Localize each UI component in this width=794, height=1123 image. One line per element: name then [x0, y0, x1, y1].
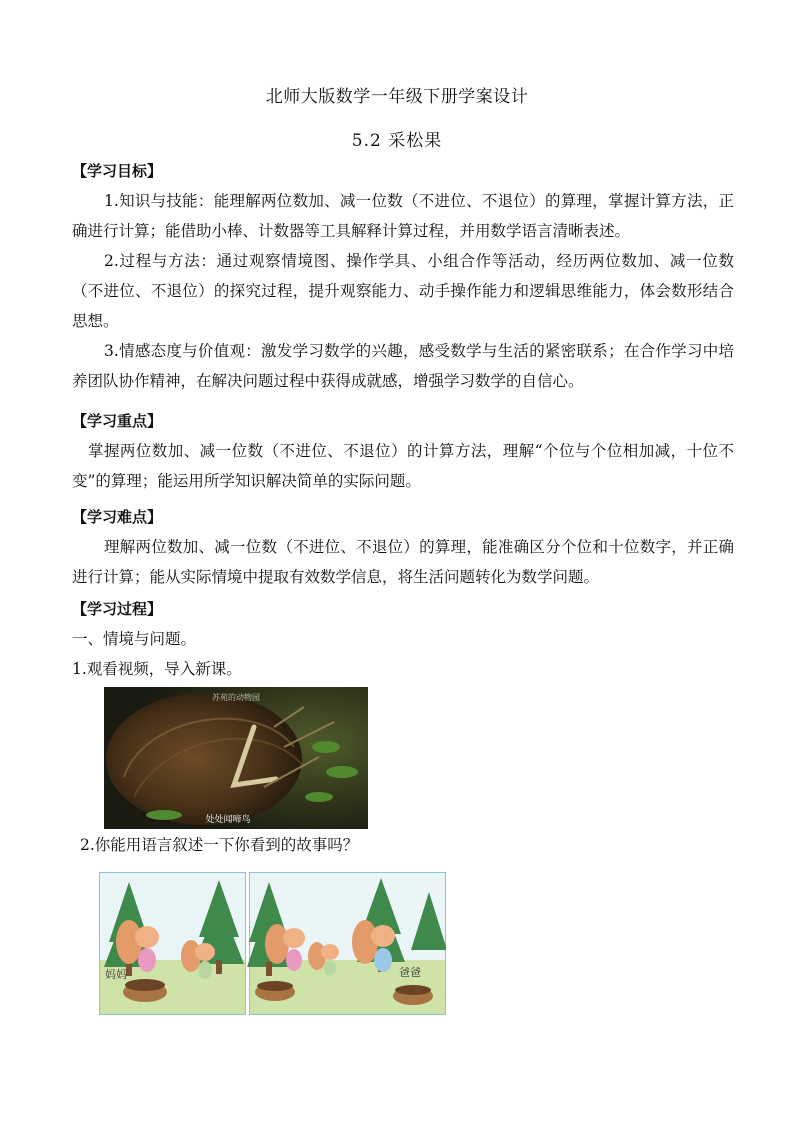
- document-title: 北师大版数学一年级下册学案设计: [265, 87, 529, 107]
- difficulties-heading: 【学习难点】: [72, 508, 163, 526]
- difficulties-section: [72, 502, 734, 592]
- step-two: 2.你能用语言叙述一下你看到的故事吗？: [80, 836, 359, 854]
- video-watermark: 苏苑的动物园: [212, 693, 260, 702]
- key-points-heading: 【学习重点】: [72, 412, 163, 430]
- key-points-section: [72, 406, 734, 496]
- goal-item: 2.过程与方法：通过观察情境图、操作学具、小组合作等活动，经历两位数加、减一位数（不进位、不退位）的探究过程，提升观察能力、动手操作能力和逻辑思维能力，体会数形结合思想。: [72, 252, 734, 330]
- lesson-title: 5.2 采松果: [351, 131, 443, 151]
- video-still[interactable]: [104, 687, 368, 829]
- process-heading: 【学习过程】: [72, 600, 163, 618]
- goal-item: 3.情感态度与价值观：激发学习数学的兴趣，感受数学与生活的紧密联系；在合作学习中培养团队协作精神，在解决问题过程中获得成就感，增强学习数学的自信心。: [72, 342, 734, 390]
- video-subtitle: 处处闻啼鸟: [205, 815, 251, 825]
- difficulties-text: 理解两位数加、减一位数（不进位、不退位）的算理，能准确区分个位和十位数字，并正确进行计算；能从实际情境中提取有效数学信息，将生活问题转化为数学问题。: [72, 538, 734, 586]
- squirrel-tail-illustration: [104, 687, 368, 829]
- step-one: 1.观看视频，导入新课。: [72, 660, 242, 678]
- dad-label: 爸爸: [399, 966, 421, 979]
- story-comic: [99, 872, 446, 1015]
- section-one-title: 一、情境与问题。: [72, 630, 197, 648]
- key-points-text: 掌握两位数加、减一位数（不进位、不退位）的计算方法，理解“个位与个位相加减，十位不变”的算理；能运用所学知识解决简单的实际问题。: [72, 442, 734, 490]
- squirrel-story-illustration: [99, 872, 446, 1015]
- goals-section: [72, 156, 734, 396]
- goal-item: 1.知识与技能：能理解两位数加、减一位数（不进位、不退位）的算理，掌握计算方法，正确进行计算；能借助小棒、计数器等工具解释计算过程，并用数学语言清晰表述。: [72, 192, 734, 240]
- mom-label: 妈妈: [105, 968, 127, 981]
- process-section: [72, 594, 734, 684]
- goals-heading: 【学习目标】: [72, 162, 163, 180]
- step-two-block: [80, 830, 742, 860]
